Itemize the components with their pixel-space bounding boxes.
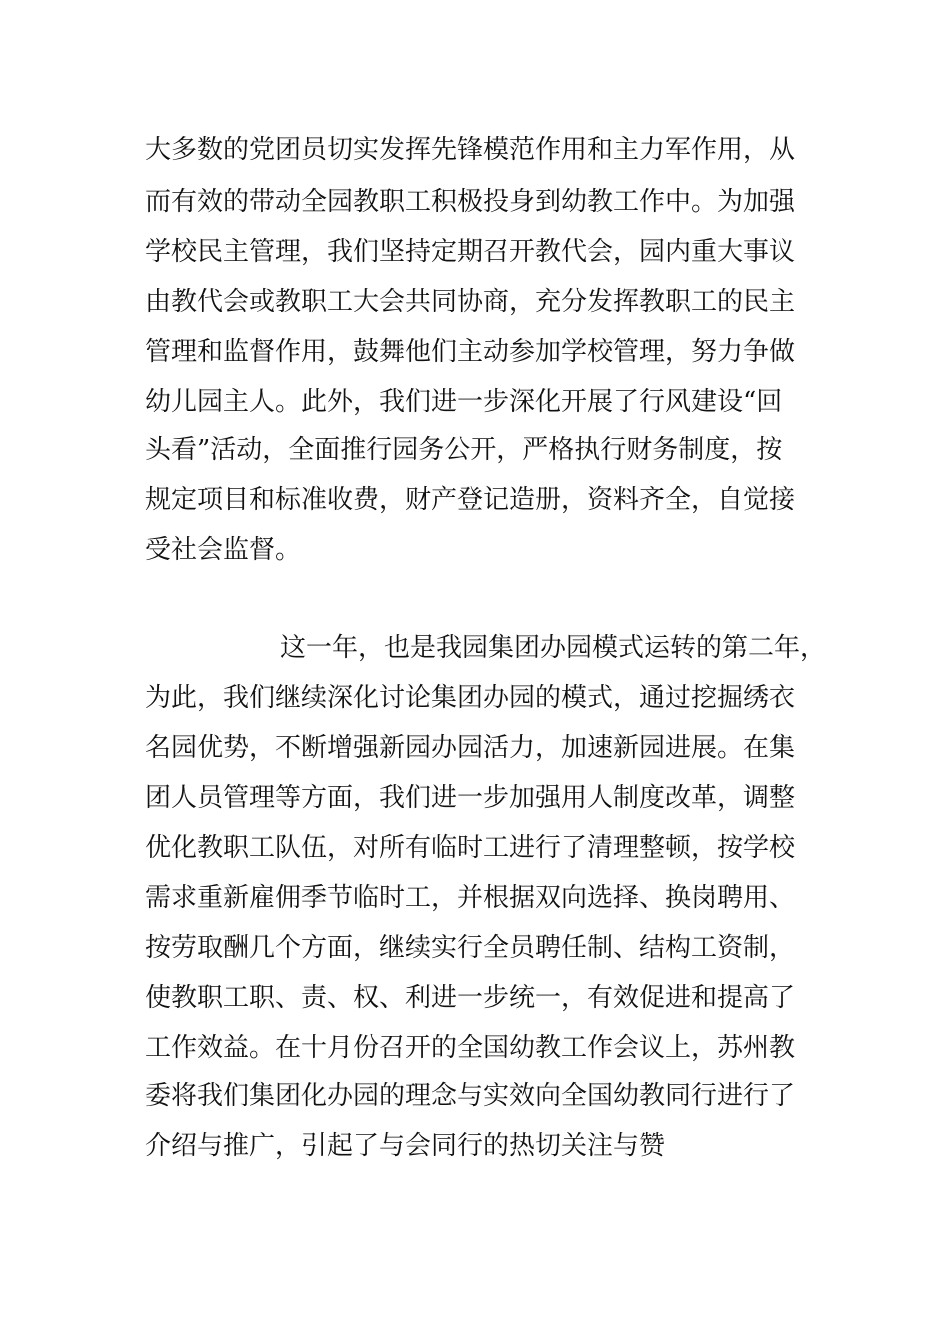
- paragraph-2-line-2: 为此，我们继续深化讨论集团办园的模式，通过挖掘绣衣: [145, 683, 796, 713]
- paragraph-1-line-8: 规定项目和标准收费，财产登记造册，资料齐全，自觉接: [145, 485, 796, 515]
- paragraph-1-line-5: 管理和监督作用，鼓舞他们主动参加学校管理，努力争做: [145, 337, 796, 367]
- paragraph-2-line-11: 介绍与推广，引起了与会同行的热切关注与赞: [145, 1131, 666, 1161]
- paragraph-2-line-10: 委将我们集团化办园的理念与实效向全国幼教同行进行了: [145, 1081, 796, 1111]
- paragraph-1-line-1: 大多数的党团员切实发挥先锋模范作用和主力军作用，从: [145, 135, 796, 165]
- paragraph-2-line-5: 优化教职工队伍，对所有临时工进行了清理整顿，按学校: [145, 833, 796, 863]
- paragraph-2-line-1: 这一年，也是我园集团办园模式运转的第二年，: [280, 633, 827, 663]
- paragraph-2-line-8: 使教职工职、责、权、利进一步统一，有效促进和提高了: [145, 983, 796, 1013]
- paragraph-2-line-7: 按劳取酬几个方面，继续实行全员聘任制、结构工资制，: [145, 933, 796, 963]
- paragraph-1-line-7: 头看”活动，全面推行园务公开，严格执行财务制度，按: [145, 435, 783, 465]
- paragraph-2-line-3: 名园优势，不断增强新园办园活力，加速新园进展。在集: [145, 733, 796, 763]
- paragraph-2-line-6: 需求重新雇佣季节临时工，并根据双向选择、换岗聘用、: [145, 883, 796, 913]
- paragraph-1-line-6: 幼儿园主人。此外，我们进一步深化开展了行风建设“回: [145, 387, 783, 417]
- paragraph-2-line-9: 工作效益。在十月份召开的全国幼教工作会议上，苏州教: [145, 1033, 796, 1063]
- paragraph-2-line-4: 团人员管理等方面，我们进一步加强用人制度改革，调整: [145, 783, 796, 813]
- paragraph-1-line-2: 而有效的带动全园教职工积极投身到幼教工作中。为加强: [145, 187, 796, 217]
- paragraph-1-line-9: 受社会监督。: [145, 535, 302, 565]
- paragraph-1-line-3: 学校民主管理，我们坚持定期召开教代会，园内重大事议: [145, 237, 796, 267]
- paragraph-1-line-4: 由教代会或教职工大会共同协商，充分发挥教职工的民主: [145, 287, 796, 317]
